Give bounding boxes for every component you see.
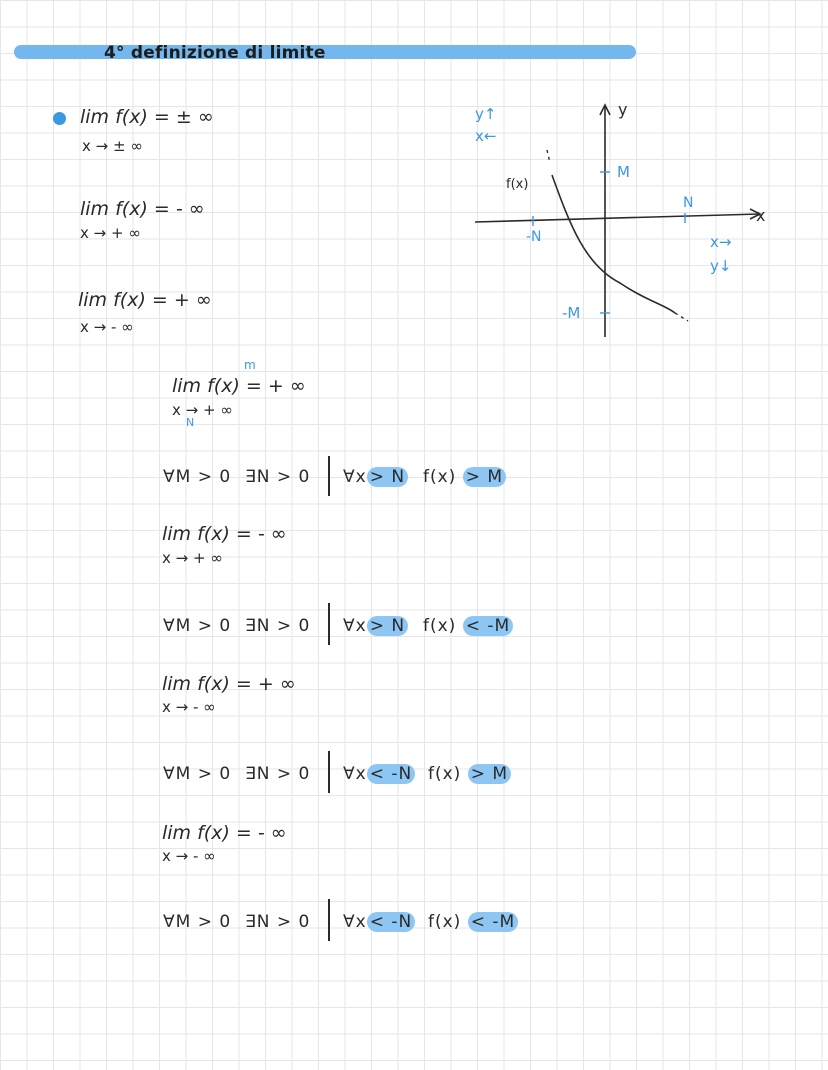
def-3-forall-x (343, 764, 415, 784)
def-2-limit: lim f(x) = - ∞ (162, 523, 287, 545)
function-label: f(x) (506, 177, 529, 192)
def-4-exists-n: ∃N > 0 (245, 912, 311, 932)
intro-limit-3: lim f(x) = + ∞ (78, 289, 212, 311)
def-3-cond-x: < -N (367, 764, 416, 784)
def-4-forall-m: ∀M > 0 (163, 912, 232, 932)
def-3-exists-n: ∃N > 0 (245, 764, 311, 784)
curve-dash-top (547, 150, 550, 163)
def-2-limit-sub: x → + ∞ (162, 549, 223, 567)
def-2-forall-x (343, 616, 408, 636)
y-axis-label: y (618, 100, 628, 119)
def-1-cond-f: > M (463, 467, 506, 487)
def-1-limit: lim f(x) = + ∞ (172, 375, 306, 397)
def-4-forall-x (343, 912, 415, 932)
def-2-forall-m: ∀M > 0 (163, 616, 232, 636)
def-2-cond-f: < -M (463, 616, 513, 636)
def-4-separator (328, 899, 330, 941)
minus-n-label: -N (526, 229, 542, 245)
intro-limit-2: lim f(x) = - ∞ (80, 198, 205, 220)
def-4-limit: lim f(x) = - ∞ (162, 822, 287, 844)
note-x-left: x← (475, 127, 497, 145)
def-1-fx (423, 467, 506, 487)
def-3-cond-f: > M (468, 764, 511, 784)
def-2-fx (423, 616, 513, 636)
def-3-forall-m: ∀M > 0 (163, 764, 232, 784)
x-axis-label: x (756, 206, 766, 225)
note-x-right: x→ (710, 233, 732, 251)
def-3-fx (428, 764, 511, 784)
def-4-fx (428, 912, 518, 932)
def-1-forall-x (343, 467, 408, 487)
def-1-forall-m: ∀M > 0 (163, 467, 232, 487)
def-3-fx-text: f(x) (428, 764, 462, 784)
def-3-limit: lim f(x) = + ∞ (162, 673, 296, 695)
intro-limit-1-sub: x → ± ∞ (82, 137, 143, 155)
def-3-separator (328, 751, 330, 793)
page-title: 4° definizione di limite (104, 43, 326, 63)
def-4-fx-text: f(x) (428, 912, 462, 932)
intro-limit-1: lim f(x) = ± ∞ (80, 106, 214, 128)
function-graph (470, 95, 790, 345)
minus-m-label: -M (562, 304, 581, 322)
def-2-forall-x-text: ∀x (343, 616, 367, 636)
def-4-forall-x-text: ∀x (343, 912, 367, 932)
m-label: M (617, 163, 630, 181)
def-1-separator (328, 456, 330, 496)
def-2-separator (328, 603, 330, 645)
def-3-forall-x-text: ∀x (343, 764, 367, 784)
def-4-cond-f: < -M (468, 912, 518, 932)
function-curve (552, 175, 675, 313)
curve-dash-bottom (675, 313, 688, 321)
n-label: N (683, 195, 694, 211)
intro-limit-2-sub: x → + ∞ (80, 224, 141, 242)
def-4-cond-x: < -N (367, 912, 416, 932)
bullet-dot (53, 112, 66, 125)
def-4-limit-sub: x → - ∞ (162, 847, 216, 865)
def-3-limit-sub: x → - ∞ (162, 698, 216, 716)
def-1-forall-x-text: ∀x (343, 467, 367, 487)
def-1-cond-x: > N (367, 467, 408, 487)
def-1-exists-n: ∃N > 0 (245, 467, 311, 487)
def-1-fx-text: f(x) (423, 467, 457, 487)
note-y-up: y↑ (475, 105, 497, 123)
x-axis (475, 214, 760, 222)
def-2-exists-n: ∃N > 0 (245, 616, 311, 636)
def-2-fx-text: f(x) (423, 616, 457, 636)
def-1-note-m: m (244, 358, 256, 372)
intro-limit-3-sub: x → - ∞ (80, 318, 134, 336)
def-1-note-n: N (186, 416, 195, 429)
def-1-limit-sub: x → + ∞ (172, 401, 233, 419)
def-2-cond-x: > N (367, 616, 408, 636)
note-y-down: y↓ (710, 257, 732, 275)
